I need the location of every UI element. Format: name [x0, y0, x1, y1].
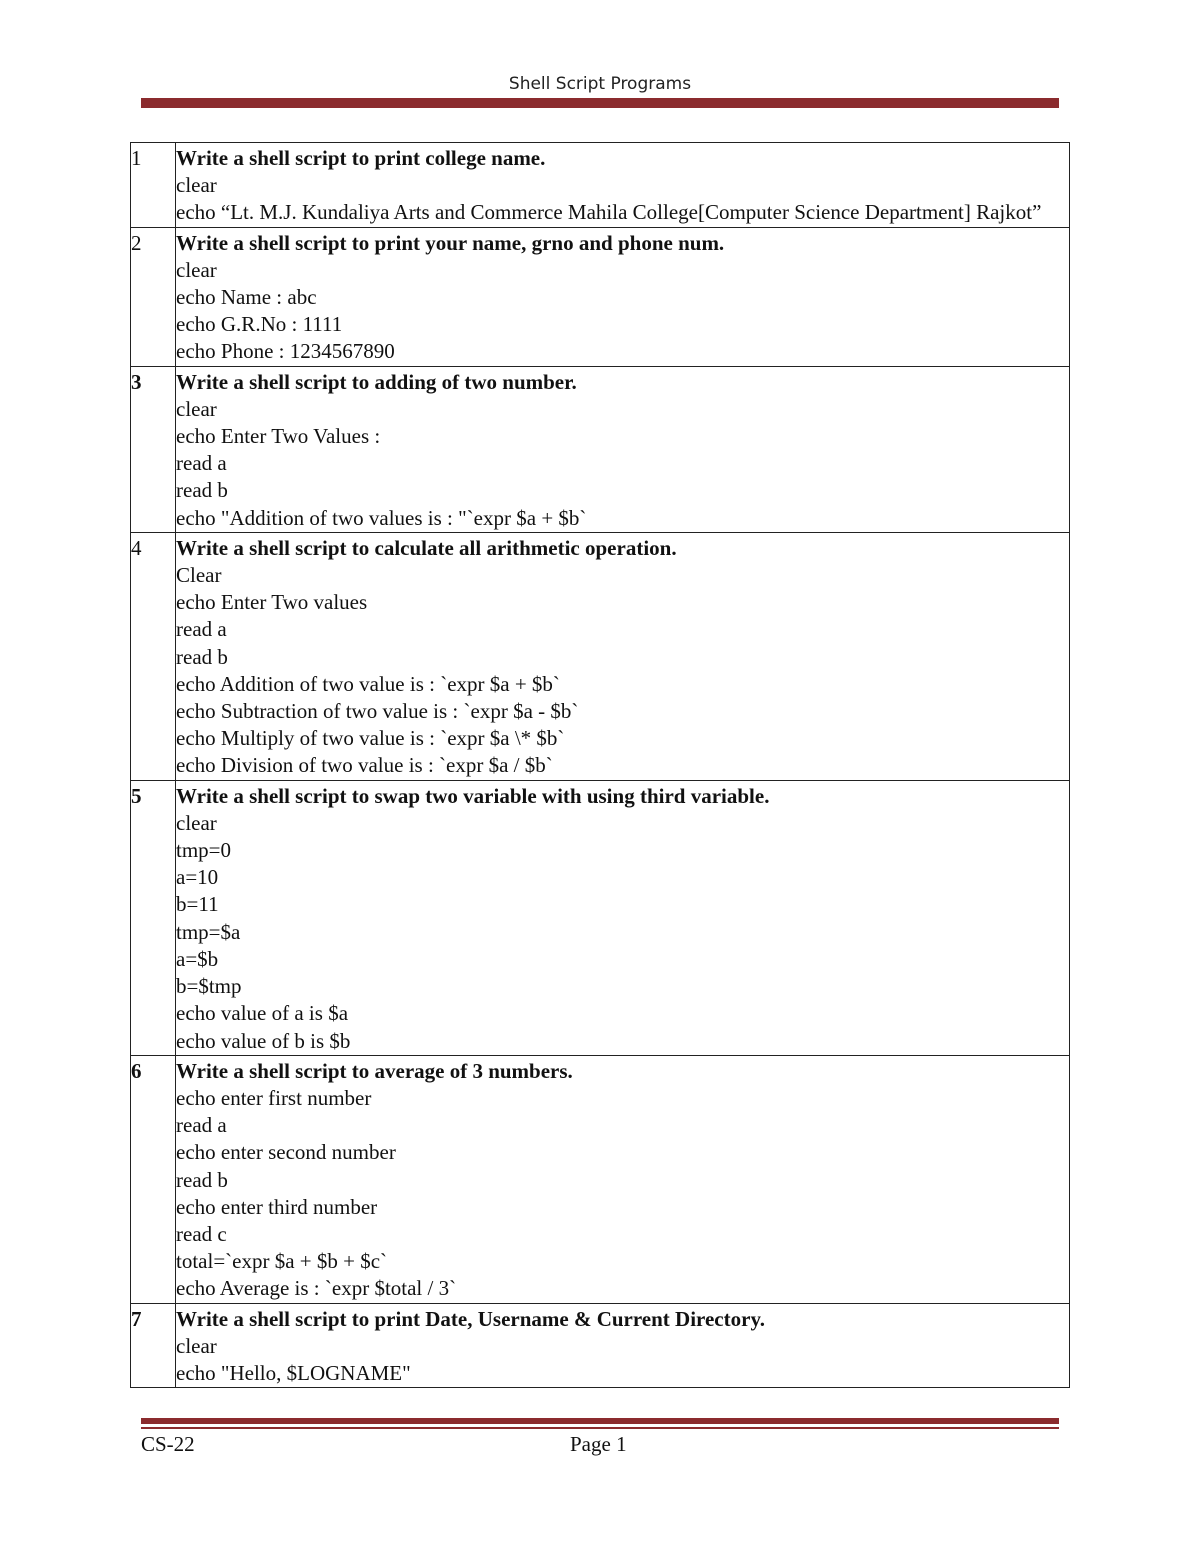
programs-table — [130, 142, 1070, 1388]
code-line: read a — [176, 617, 227, 642]
code-line: echo Phone : 1234567890 — [176, 339, 395, 364]
code-line: read c — [176, 1221, 227, 1246]
program-content — [176, 143, 1070, 228]
footer-course-code: CS-22 — [141, 1432, 195, 1456]
program-content — [176, 227, 1070, 366]
code-line: echo Subtraction of two value is : `expr $a - $b` — [176, 699, 579, 724]
code-line: read b — [176, 1167, 228, 1192]
program-title: Write a shell script to print college name. — [176, 146, 546, 170]
program-title: Write a shell script to swap two variable with using third variable. — [176, 783, 770, 808]
program-row — [131, 227, 1070, 366]
code-line: total=`expr $a + $b + $c` — [176, 1249, 388, 1274]
code-line: echo "Hello, $LOGNAME" — [176, 1360, 411, 1385]
program-title: Write a shell script to adding of two number. — [176, 369, 577, 394]
code-line: a=10 — [176, 865, 219, 890]
header-rule — [141, 98, 1059, 108]
program-number: 1 — [131, 143, 176, 228]
program-content — [176, 366, 1070, 532]
program-number: 7 — [131, 1303, 176, 1388]
code-line: echo value of a is $a — [176, 1001, 349, 1026]
code-line: echo “Lt. M.J. Kundaliya Arts and Commerce Mahila College[Computer Science Department] Rajkot” — [176, 200, 1042, 225]
code-line: echo Division of two value is : `expr $a / $b` — [176, 753, 553, 778]
code-line: clear — [176, 810, 217, 835]
program-content — [176, 532, 1070, 780]
code-line: read b — [176, 478, 228, 503]
code-line: tmp=0 — [176, 838, 232, 863]
code-line: read a — [176, 451, 227, 476]
program-row — [131, 143, 1070, 228]
code-line: read a — [176, 1113, 227, 1138]
code-line: Clear — [176, 563, 222, 588]
code-line: echo Average is : `expr $total / 3` — [176, 1276, 457, 1301]
code-line: b=11 — [176, 892, 219, 917]
program-row — [131, 532, 1070, 780]
code-line: echo enter second number — [176, 1140, 396, 1165]
program-content — [176, 1055, 1070, 1303]
code-line: echo value of b is $b — [176, 1028, 351, 1053]
code-line: echo Enter Two values — [176, 590, 368, 615]
program-number: 2 — [131, 227, 176, 366]
code-line: a=$b — [176, 946, 219, 971]
program-number: 3 — [131, 366, 176, 532]
code-line: read b — [176, 644, 228, 669]
code-line: echo Enter Two Values : — [176, 424, 381, 449]
code-line: echo enter first number — [176, 1085, 372, 1110]
program-row — [131, 366, 1070, 532]
code-line: clear — [176, 257, 217, 282]
program-number: 5 — [131, 780, 176, 1055]
code-line: echo Addition of two value is : `expr $a + $b` — [176, 671, 560, 696]
program-content — [176, 1303, 1070, 1388]
program-number: 6 — [131, 1055, 176, 1303]
program-number: 4 — [131, 532, 176, 780]
program-title: Write a shell script to calculate all arithmetic operation. — [176, 535, 677, 560]
code-line: echo "Addition of two values is : "`expr $a + $b` — [176, 505, 587, 530]
code-line: echo G.R.No : 1111 — [176, 312, 343, 337]
program-title: Write a shell script to print your name, grno and phone num. — [176, 230, 725, 255]
code-line: clear — [176, 396, 217, 421]
program-row — [131, 780, 1070, 1055]
footer-rule — [141, 1418, 1059, 1429]
program-title: Write a shell script to print Date, Username & Current Directory. — [176, 1306, 766, 1331]
code-line: clear — [176, 1333, 217, 1358]
program-content — [176, 780, 1070, 1055]
program-title: Write a shell script to average of 3 numbers. — [176, 1058, 573, 1083]
code-line: echo enter third number — [176, 1194, 378, 1219]
program-row — [131, 1303, 1070, 1388]
code-line: echo Multiply of two value is : `expr $a \* $b` — [176, 726, 565, 751]
code-line: b=$tmp — [176, 974, 242, 999]
code-line: echo Name : abc — [176, 285, 317, 310]
page-header-title: Shell Script Programs — [508, 74, 692, 94]
program-row — [131, 1055, 1070, 1303]
code-line: tmp=$a — [176, 919, 241, 944]
code-line: clear — [176, 173, 217, 198]
footer-page-number: Page 1 — [570, 1432, 627, 1456]
